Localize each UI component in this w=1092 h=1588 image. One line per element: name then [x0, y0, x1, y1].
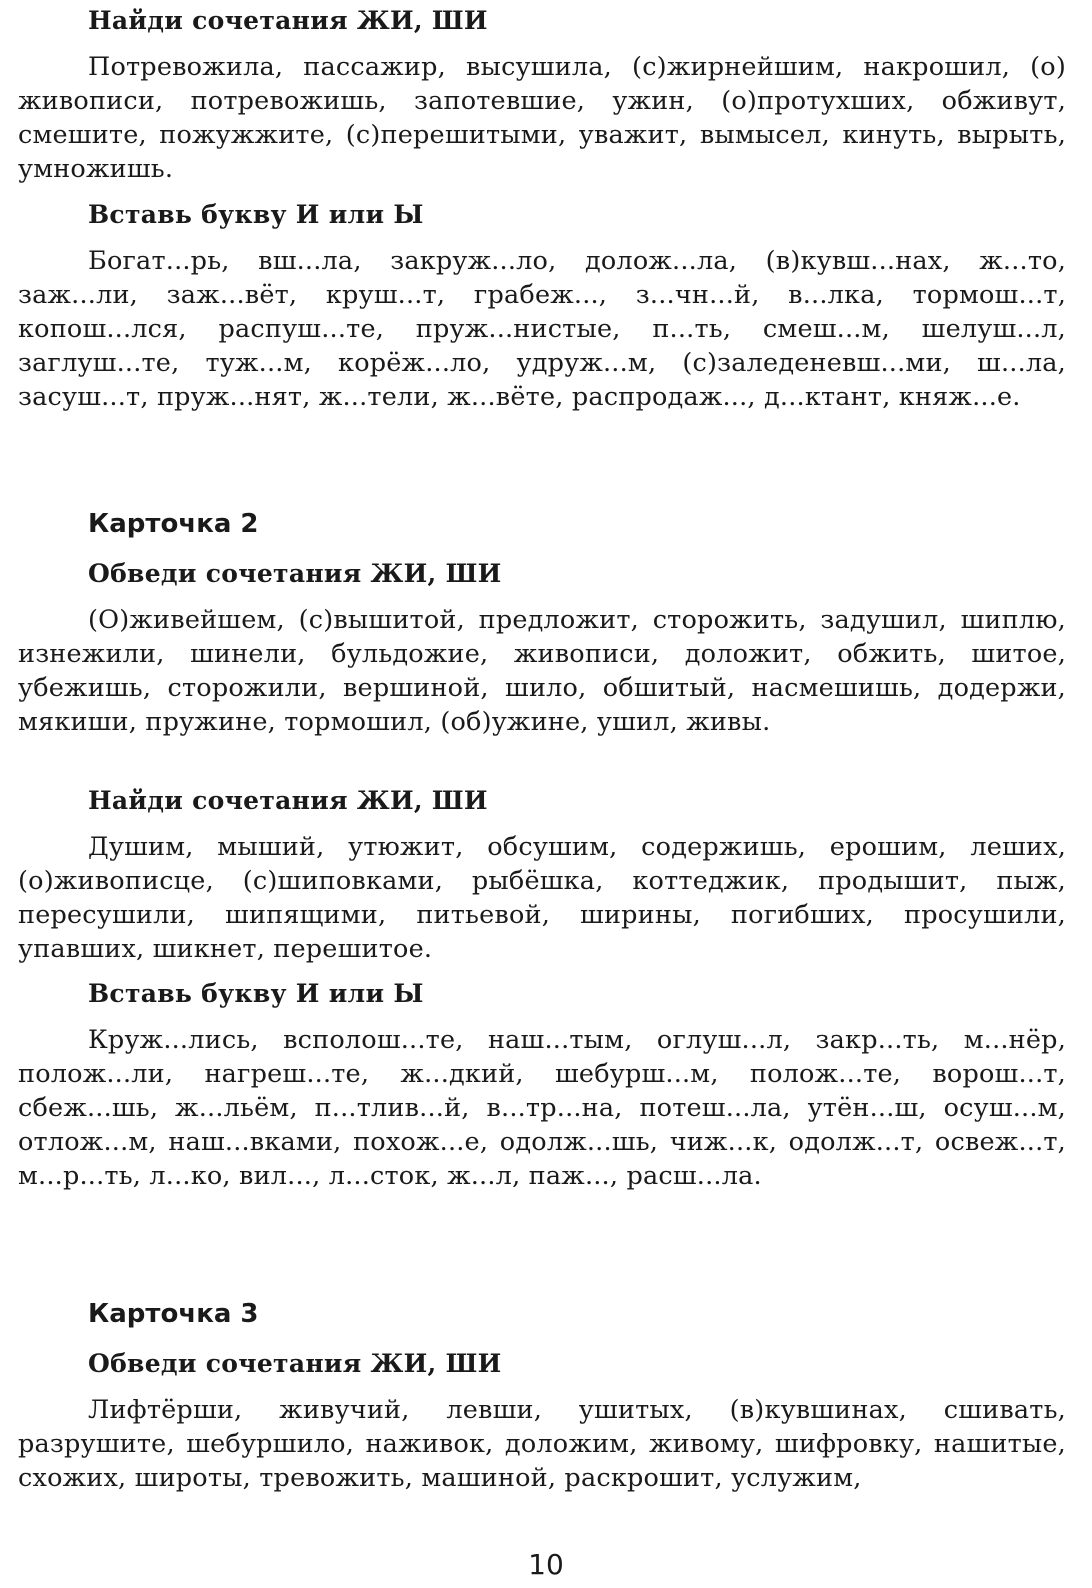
task-title: Вставь букву И или Ы [88, 200, 424, 229]
task-title: Найди сочетания ЖИ, ШИ [88, 6, 488, 35]
task-text: Лифтёрши, живучий, левши, ушитых, (в)кувшинах, сшивать, разрушите, шебуршило, наживок, доложим, живому, шифровку, нашитые, схожих, широты, тревожить, машиной, раскрошит, услужим, [18, 1395, 1066, 1493]
card-2 [18, 507, 1066, 555]
task-text: Круж...лись, вспoлош...те, наш...тым, оглуш...л, закр...ть, м...нёр, полож...ли, нагреш...те, ж...дкий, шебурш...м, полож...те, ворош...т, сбеж...шь, ж...льём, п...тлив...й, в...тр...на, потеш...ла, утён...ш, осуш...м, отлож...м, наш...вками, похож...е, одолж...шь, чиж...к, одолж...т, освеж...т, м...р...ть, л...ко, вил..., л...сток, ж...л, паж..., расш...ла. [18, 1025, 1066, 1191]
task-text: (О)живейшем, (с)вышитой, предложит, сторожить, задушил, шиплю, изнежили, шинели, бульдожие, живописи, доложит, обжить, шитое, убежишь, сторожили, вершиной, шило, обшитый, насмешишь, додержи, мякиши, пружине, тормошил, (об)ужине, ушил, живы. [18, 605, 1066, 737]
task-title: Обведи сочетания ЖИ, ШИ [88, 1349, 502, 1378]
task-insert-2 [18, 977, 1066, 1193]
task-title: Обведи сочетания ЖИ, ШИ [88, 559, 502, 588]
task-circle-3 [18, 1347, 1066, 1495]
page-number: 10 [528, 1548, 564, 1581]
task-title: Вставь букву И или Ы [88, 979, 424, 1008]
task-circle-2 [18, 557, 1066, 739]
task-find-2 [18, 784, 1066, 966]
task-text: Потревожила, пассажир, высушила, (с)жирнейшим, накрошил, (о) живописи, потревожишь, запотевшие, ужин, (о)протухших, обживут, смешите, пожужжите, (с)перешитыми, уважит, вымысел, кинуть, вырыть, умножишь. [18, 52, 1066, 184]
task-text: Душим, мыший, утюжит, обсушим, содержишь, ерошим, леших, (о)живописце, (с)шиповками, рыбёшка, коттеджик, продышит, пыж, пересушили, шипящими, питьевой, ширины, погибших, просушили, упавших, шикнет, перешитое. [18, 832, 1066, 964]
task-text: Богат...рь, вш...ла, закруж...ло, долож...ла, (в)кувш...нах, ж...то, заж...ли, заж...вёт, круш...т, грабеж..., з...чн...й, в...лка, тормош...т, копош...лся, распуш...те, пруж...нистые, п...ть, смеш...м, шелуш...л, заглуш...те, туж...м, корёж...ло, удруж...м, (с)заледеневш...ми, ш...ла, засуш...т, пруж...нят, ж...тели, ж...вёте, распродаж..., д...ктант, княж...е. [18, 246, 1066, 412]
card-title: Карточка 3 [88, 1299, 259, 1329]
card-3 [18, 1297, 1066, 1345]
task-find-1 [18, 4, 1066, 186]
card-title: Карточка 2 [88, 509, 259, 539]
task-title: Найди сочетания ЖИ, ШИ [88, 786, 488, 815]
task-insert-1 [18, 198, 1066, 414]
